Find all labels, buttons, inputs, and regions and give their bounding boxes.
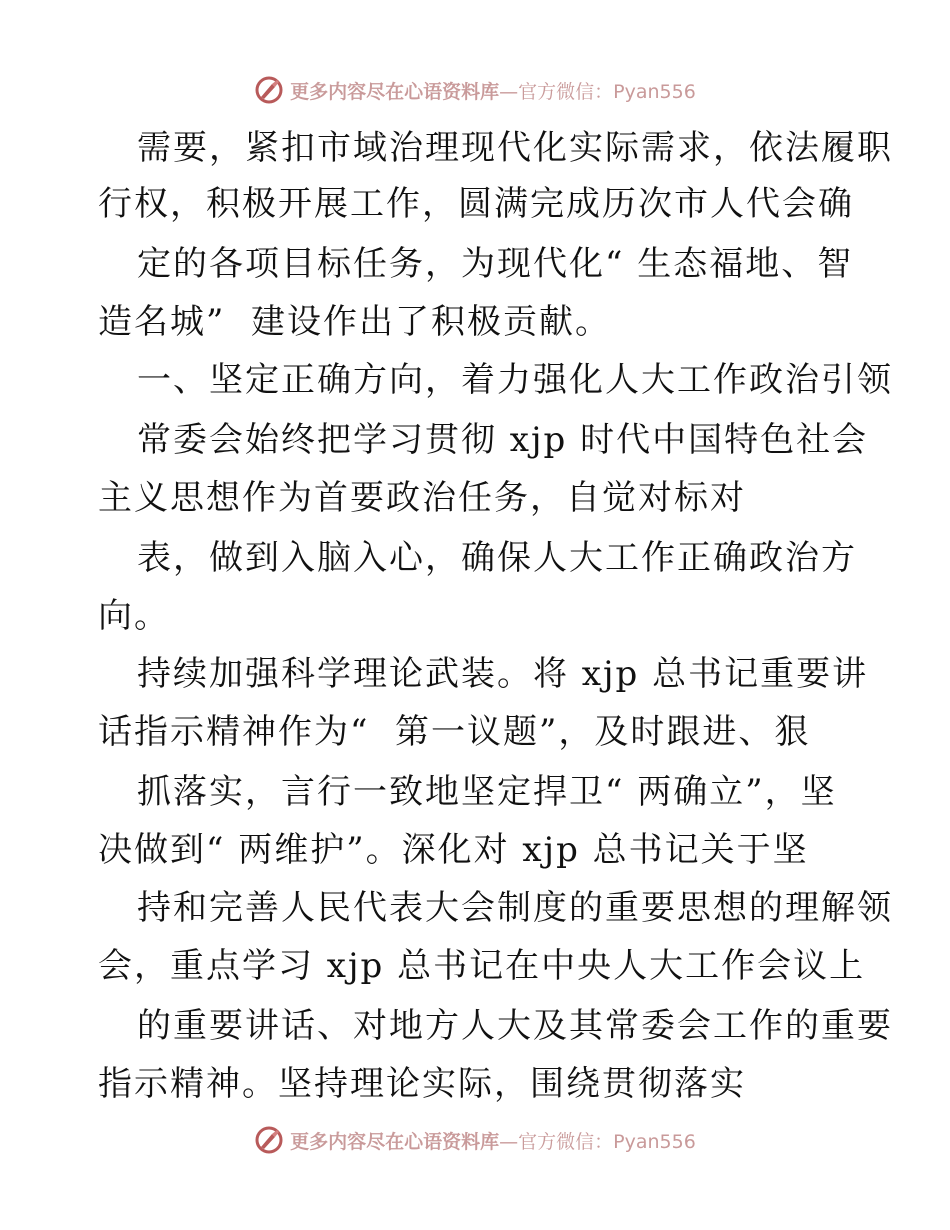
text-line: 会，重点学习 xjp 总书记在中央人大工作会议上	[98, 946, 866, 986]
text-line: 行权，积极开展工作，圆满完成历次市人代会确	[98, 184, 854, 224]
watermark-brand: 更多内容尽在心语资料库	[290, 80, 500, 103]
text-line: 主义思想作为首要政治任务，自觉对标对	[98, 478, 746, 518]
watermark-text	[290, 1127, 696, 1154]
quill-circle-icon	[254, 75, 284, 105]
header-watermark	[0, 70, 950, 110]
text-line: 造名城” 建设作出了积极贡献。	[98, 302, 611, 342]
text-line: 话指示精神作为“ 第一议题”，及时跟进、狠	[98, 712, 811, 752]
text-line: 向。	[98, 596, 170, 636]
text-line: 表，做到入脑入心，确保人大工作正确政治方	[137, 538, 857, 578]
text-line: 定的各项目标任务，为现代化“ 生态福地、智	[137, 244, 854, 284]
text-line: 持和完善人民代表大会制度的重要思想的理解领	[137, 888, 893, 928]
watermark-contact: —官方微信：Pyan556	[499, 80, 696, 103]
text-line: 持续加强科学理论武装。将 xjp 总书记重要讲	[137, 654, 869, 694]
text-line: 常委会始终把学习贯彻 xjp 时代中国特色社会	[137, 420, 869, 460]
text-line: 决做到“ 两维护”。深化对 xjp 总书记关于坚	[98, 830, 809, 870]
section-heading: 一、坚定正确方向，着力强化人大工作政治引领	[137, 360, 893, 400]
text-line: 需要，紧扣市域治理现代化实际需求，依法履职	[137, 128, 893, 168]
text-line: 的重要讲话、对地方人大及其常委会工作的重要	[137, 1006, 893, 1046]
text-line: 指示精神。坚持理论实际，围绕贯彻落实	[98, 1064, 746, 1104]
watermark-contact: —官方微信：Pyan556	[499, 1130, 696, 1153]
footer-watermark	[0, 1120, 950, 1160]
watermark-text	[290, 77, 696, 104]
quill-circle-icon	[254, 1125, 284, 1155]
watermark-brand: 更多内容尽在心语资料库	[290, 1130, 500, 1153]
text-line: 抓落实，言行一致地坚定捍卫“ 两确立”，坚	[137, 772, 837, 812]
